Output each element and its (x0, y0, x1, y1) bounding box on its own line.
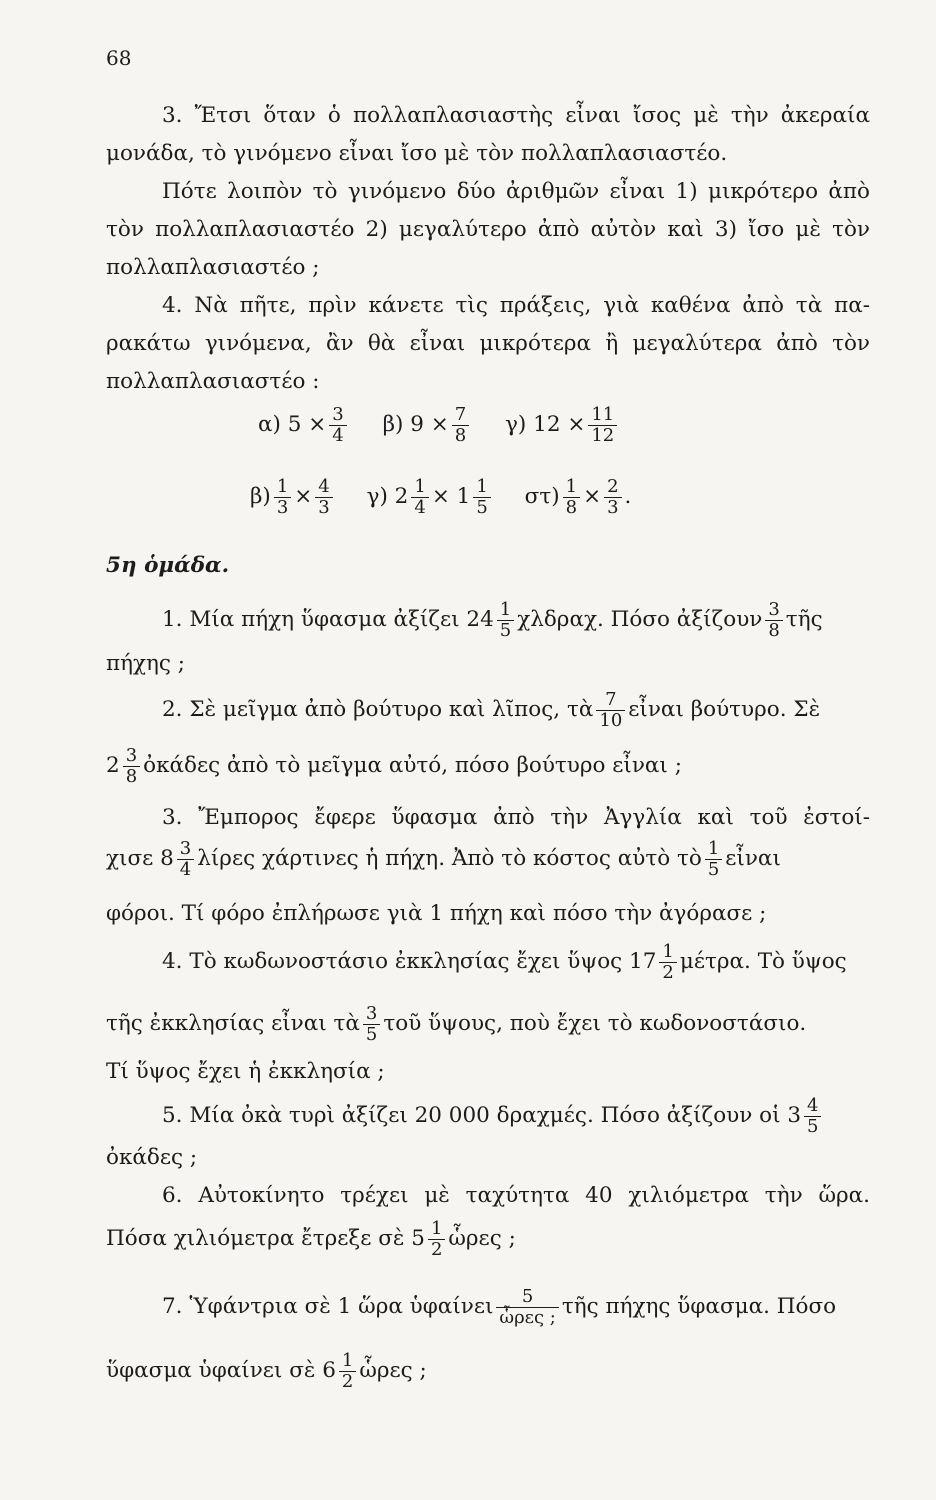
fraction: $\frac{4}{5}$ (804, 1096, 821, 1137)
fraction: $\frac{7}{8}$ (452, 405, 469, 446)
text: λίρες χάρτινες ἡ πήχη. Ἀπὸ τὸ κόστος αὐτὸ τὸ (197, 846, 702, 871)
fraction: $\frac{7}{10}$ (596, 690, 625, 731)
text: τῆς (785, 607, 823, 632)
fraction: $\frac{1}{4}$ (411, 477, 428, 518)
times-sign: × 1 (431, 484, 471, 509)
exercise-label: γ) 2 (366, 484, 409, 509)
fraction: $\frac{1}{5}$ (473, 477, 490, 518)
exercise-row-1 (258, 400, 728, 450)
fraction: $\frac{3}{4}$ (177, 839, 194, 880)
fraction: $\frac{3}{8}$ (765, 600, 782, 641)
problem-3-line-2 (106, 834, 870, 884)
period: . (624, 484, 632, 509)
fraction: $\frac{11}{12}$ (588, 405, 617, 446)
exercise-b-label: β) 9 × (382, 412, 449, 437)
exercise-label: στ) (524, 484, 560, 509)
problem-3-line-3: φόροι. Τί φόρο ἐπλήρωσε γιὰ 1 πήχη καὶ πόσο τὴν ἀγόρασε ; (106, 901, 767, 926)
text: 2. Σὲ μεῖγμα ἀπὸ βούτυρο καὶ λῖπος, τὰ (162, 697, 594, 722)
paragraph-3-line-1: 3. Ἔτσι ὅταν ὁ πολλαπλασιαστὴς εἶναι ἴσος μὲ τὴν ἀκεραία (162, 103, 870, 128)
fraction: $\frac{3}{4}$ (329, 405, 346, 446)
question-line-1: Πότε λοιπὸν τὸ γινόμενο δύο ἀριθμῶν εἶναι 1) μικρότερο ἀπὸ (162, 179, 870, 204)
problem-7-line-1 (162, 1282, 870, 1332)
fraction: $\frac{1}{2}$ (428, 1219, 445, 1260)
exercise-a-label: α) 5 × (258, 412, 327, 437)
text: ὧρες ; (448, 1226, 516, 1251)
text: τῆς πήχης ὕφασμα. Πόσο (561, 1294, 837, 1319)
exercise-label: β) (250, 484, 271, 509)
problem-7-line-2 (106, 1346, 870, 1396)
fraction: $\frac{4}{3}$ (315, 477, 332, 518)
fraction: $\frac{1}{2}$ (659, 942, 676, 983)
page-number: 68 (106, 46, 132, 70)
exercise-4-line-3: πολλαπλασιαστέο : (106, 369, 320, 394)
text: 2 (106, 753, 120, 778)
text: εἶναι (725, 846, 781, 871)
times-sign: × (294, 484, 313, 509)
question-line-3: πολλαπλασιαστέο ; (106, 255, 320, 280)
fraction: $\frac{2}{3}$ (604, 477, 621, 518)
times-sign: × (583, 484, 602, 509)
problem-1-line-2: πήχης ; (106, 651, 186, 676)
text: ὀκάδες ἀπὸ τὸ μεῖγμα αὐτό, πόσο βούτυρο εἶναι ; (143, 753, 682, 778)
text: 5. Μία ὀκὰ τυρὶ ἀξίζει 20 000 δραχμές. Πόσο ἀξίζουν οἱ 3 (162, 1103, 802, 1128)
fraction: $\frac{1}{3}$ (274, 477, 291, 518)
fraction: $\frac{3}{5}$ (363, 1004, 380, 1045)
fraction: $\frac{1}{5}$ (705, 839, 722, 880)
text: μέτρα. Τὸ ὕψος (679, 949, 847, 974)
text: 1. Μία πήχη ὕφασμα ἀξίζει 24 (162, 607, 494, 632)
problem-6-line-1: 6. Αὐτοκίνητο τρέχει μὲ ταχύτητα 40 χιλιόμετρα τὴν ὥρα. (162, 1183, 870, 1208)
fraction: $\frac{3}{8}$ (123, 746, 140, 787)
problem-2-line-1 (162, 686, 870, 734)
problem-6-line-2 (106, 1214, 870, 1264)
text: χλδραχ. Πόσο ἀξίζουν (517, 607, 763, 632)
fraction: $\frac{1}{2}$ (339, 1351, 356, 1392)
text: χισε 8 (106, 846, 174, 871)
exercise-row-2 (250, 472, 790, 522)
section-title: 5η ὁμάδα. (106, 553, 230, 578)
text: τοῦ ὕψους, ποὺ ἔχει τὸ κωδονοστάσιο. (383, 1011, 807, 1036)
problem-5-line-1 (162, 1092, 870, 1140)
fraction: $\frac{1}{8}$ (563, 477, 580, 518)
paragraph-3-line-2: μονάδα, τὸ γινόμενο εἶναι ἴσο μὲ τὸν πολλαπλασιαστέο. (106, 141, 728, 166)
exercise-4-line-1: 4. Νὰ πῆτε, πρὶν κάνετε τὶς πράξεις, γιὰ καθένα ἀπὸ τὰ πα- (162, 293, 870, 318)
question-line-2: τὸν πολλαπλασιαστέο 2) μεγαλύτερο ἀπὸ αὐτὸν καὶ 3) ἴσο μὲ τὸν (106, 217, 870, 242)
problem-4-line-2 (106, 1000, 870, 1048)
problem-4-line-3: Τί ὕψος ἔχει ἡ ἐκκλησία ; (106, 1059, 385, 1084)
exercise-c-label: γ) 12 × (505, 412, 586, 437)
text: 7. Ὑφάντρια σὲ 1 ὥρα ὑφαίνει (162, 1294, 494, 1319)
problem-2-line-2 (106, 742, 870, 790)
fraction: $\frac{1}{5}$ (497, 600, 514, 641)
text: ὧρες ; (359, 1358, 427, 1383)
text: 4. Τὸ κωδωνοστάσιο ἐκκλησίας ἔχει ὕψος 17 (162, 949, 657, 974)
text: τῆς ἐκκλησίας εἶναι τὰ (106, 1011, 360, 1036)
text: Πόσα χιλιόμετρα ἔτρεξε σὲ 5 (106, 1226, 425, 1251)
problem-3-line-1: 3. Ἔμπορος ἔφερε ὕφασμα ἀπὸ τὴν Ἀγγλία καὶ τοῦ ἐστοί- (162, 805, 870, 830)
problem-1-line-1 (162, 596, 870, 644)
problem-4-line-1 (162, 938, 870, 986)
problem-5-line-2: ὀκάδες ; (106, 1145, 198, 1170)
fraction: $\frac{5}{\text{ὧρες ;}}$ (496, 1287, 558, 1328)
text: ὕφασμα ὑφαίνει σὲ 6 (106, 1358, 336, 1383)
exercise-4-line-2: ρακάτω γινόμενα, ἂν θὰ εἶναι μικρότερα ἢ μεγαλύτερα ἀπὸ τὸν (106, 331, 870, 356)
text: εἶναι βούτυρο. Σὲ (628, 697, 821, 722)
